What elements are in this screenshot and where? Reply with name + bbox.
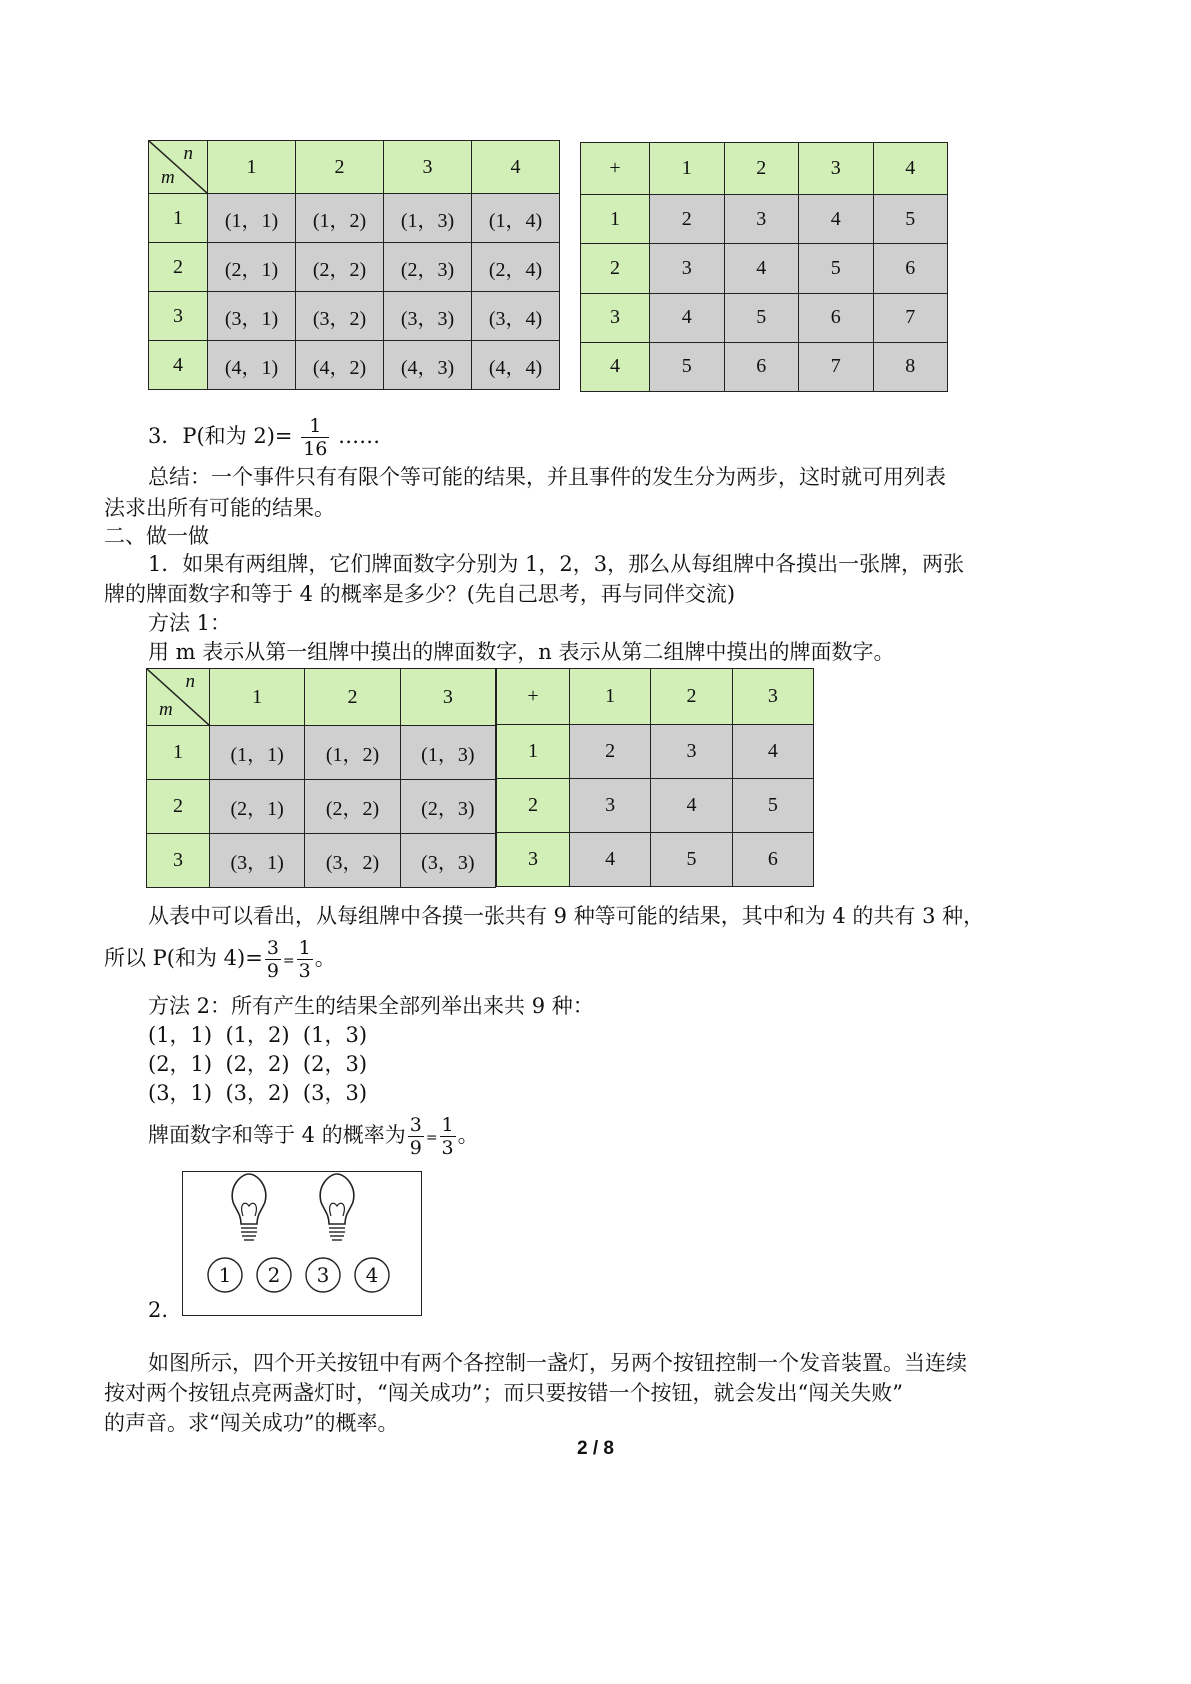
bulbs-illustration	[183, 1172, 421, 1315]
table-cell: 4	[732, 725, 813, 779]
fraction-1-3	[297, 937, 313, 982]
col-header: 2	[296, 141, 384, 194]
fraction-3-9	[265, 937, 281, 982]
obs-prefix: 所以 P(和为 4)=	[104, 946, 263, 970]
corner-m: m	[161, 167, 175, 188]
probability-line	[148, 1112, 479, 1161]
sums-table-3x3	[496, 668, 814, 887]
table-cell: 3	[651, 725, 732, 779]
fraction-denominator: 9	[266, 960, 279, 982]
col-header: 3	[799, 143, 874, 195]
table-cell: (2，3)	[384, 243, 472, 292]
corner-n: n	[183, 143, 193, 164]
plus-corner: +	[581, 143, 650, 195]
row-header: 1	[149, 194, 208, 243]
table-cell: 4	[650, 293, 725, 342]
table-cell: 7	[873, 293, 948, 342]
light-bulb-icon	[232, 1174, 266, 1240]
corner-cell	[147, 669, 210, 726]
method-2-line: 方法 2：所有产生的结果全部列举出来共 9 种：	[148, 994, 594, 1018]
switch-figure	[182, 1171, 422, 1316]
table-cell: (2，3)	[400, 780, 495, 834]
plus-corner: +	[497, 669, 570, 725]
fraction-1-3	[440, 1114, 456, 1159]
equals-sign: =	[282, 953, 295, 969]
table-cell: 5	[724, 293, 799, 342]
pairs-table-3x3	[146, 668, 496, 888]
row-header: 4	[581, 342, 650, 391]
table-cell: 5	[651, 833, 732, 887]
col-header: 4	[873, 143, 948, 195]
table-cell: 3	[650, 244, 725, 293]
table-cell: (1，2)	[305, 726, 400, 780]
table-cell: 5	[650, 342, 725, 391]
fraction-denominator: 3	[298, 960, 311, 982]
prob-prefix: 牌面数字和等于 4 的概率为	[148, 1123, 406, 1147]
table-cell: 3	[724, 195, 799, 244]
summary-line-2: 法求出所有可能的结果。	[104, 496, 335, 520]
table-cell: 2	[650, 195, 725, 244]
table-cell: (3，3)	[384, 292, 472, 341]
row-header: 4	[149, 341, 208, 390]
switch-button-4: 4	[365, 1263, 379, 1287]
table-cell: 7	[799, 342, 874, 391]
table-cell: (3，2)	[296, 292, 384, 341]
row-header: 3	[149, 292, 208, 341]
col-header: 1	[650, 143, 725, 195]
row-header: 1	[147, 726, 210, 780]
question-2-line-2: 按对两个按钮点亮两盏灯时，“闯关成功”；而只要按错一个按钮，就会发出“闯关失败”	[104, 1381, 903, 1405]
table-cell: (2，1)	[208, 243, 296, 292]
col-header: 2	[305, 669, 400, 726]
probability-sum-2-line	[148, 414, 380, 460]
table-cell: (3，1)	[210, 834, 305, 888]
table-cell: (1，1)	[210, 726, 305, 780]
table-cell: (2，2)	[305, 780, 400, 834]
table-cell: (2，4)	[472, 243, 560, 292]
fraction-3-9	[408, 1114, 424, 1159]
question-1-line-1: 1．如果有两组牌，它们牌面数字分别为 1，2，3，那么从每组牌中各摸出一张牌，两张	[148, 552, 965, 576]
question-2-label: 2.	[148, 1298, 169, 1322]
col-header: 4	[472, 141, 560, 194]
observation-line-2	[104, 934, 336, 985]
row-header: 3	[581, 293, 650, 342]
table-cell: (1，3)	[384, 194, 472, 243]
corner-m: m	[159, 699, 173, 720]
row-header: 3	[147, 834, 210, 888]
table-cell: (1，4)	[472, 194, 560, 243]
row-header: 1	[497, 725, 570, 779]
question-2-line-1: 如图所示，四个开关按钮中有两个各控制一盏灯，另两个按钮控制一个发音装置。当连续	[148, 1351, 967, 1375]
table-cell: 4	[799, 195, 874, 244]
table-cell: (3，3)	[400, 834, 495, 888]
col-header: 3	[384, 141, 472, 194]
col-header: 2	[651, 669, 732, 725]
fraction-denominator: 16	[303, 438, 328, 460]
table-cell: 4	[651, 779, 732, 833]
section-heading: 二、做一做	[104, 524, 209, 548]
table-cell: (1，3)	[400, 726, 495, 780]
fraction-numerator: 1	[441, 1114, 454, 1136]
fraction-numerator: 3	[266, 937, 279, 959]
list-row-2: (2，1) (2，2) (2，3)	[148, 1052, 368, 1076]
col-header: 1	[210, 669, 305, 726]
table-cell: 3	[570, 779, 651, 833]
fraction-numerator: 1	[301, 415, 329, 438]
row-header: 2	[149, 243, 208, 292]
table-cell: (4，1)	[208, 341, 296, 390]
table-cell: (1，1)	[208, 194, 296, 243]
corner-cell	[149, 141, 208, 194]
table-cell: (3，1)	[208, 292, 296, 341]
table-cell: 5	[873, 195, 948, 244]
table-cell: 6	[732, 833, 813, 887]
table-cell: 6	[724, 342, 799, 391]
p2-prefix: 3．P(和为 2)=	[148, 424, 293, 448]
col-header: 3	[400, 669, 495, 726]
table-cell: 4	[724, 244, 799, 293]
summary-line-1: 总结：一个事件只有有限个等可能的结果，并且事件的发生分为两步，这时就可用列表	[148, 465, 946, 489]
row-header: 2	[497, 779, 570, 833]
switch-button-2: 2	[267, 1263, 281, 1287]
table-cell: 2	[570, 725, 651, 779]
question-1-line-2: 牌的牌面数字和等于 4 的概率是多少？(先自己思考，再与同伴交流)	[104, 582, 736, 606]
table-cell: (2，2)	[296, 243, 384, 292]
table-cell: 5	[799, 244, 874, 293]
pairs-table-4x4	[148, 140, 560, 390]
list-row-1: (1，1) (1，2) (1，3)	[148, 1023, 368, 1047]
table-cell: (4，2)	[296, 341, 384, 390]
col-header: 2	[724, 143, 799, 195]
col-header: 1	[570, 669, 651, 725]
fraction-denominator: 3	[441, 1137, 454, 1159]
method-1-description: 用 m 表示从第一组牌中摸出的牌面数字，n 表示从第二组牌中摸出的牌面数字。	[148, 640, 895, 664]
table-cell: (3，2)	[305, 834, 400, 888]
col-header: 1	[208, 141, 296, 194]
switch-button-3: 3	[316, 1263, 330, 1287]
fraction-numerator: 3	[409, 1114, 422, 1136]
method-1-label: 方法 1：	[148, 611, 232, 635]
table-cell: (1，2)	[296, 194, 384, 243]
table-cell: (2，1)	[210, 780, 305, 834]
table-cell: 8	[873, 342, 948, 391]
fraction-1-16	[301, 415, 329, 460]
table-cell: 5	[732, 779, 813, 833]
fraction-numerator: 1	[298, 937, 311, 959]
row-header: 1	[581, 195, 650, 244]
table-cell: (4，4)	[472, 341, 560, 390]
row-header: 2	[581, 244, 650, 293]
table-cell: 4	[570, 833, 651, 887]
table-cell: 6	[799, 293, 874, 342]
obs-suffix: 。	[314, 946, 336, 970]
switch-button-1: 1	[218, 1263, 232, 1287]
row-header: 2	[147, 780, 210, 834]
table-cell: (3，4)	[472, 292, 560, 341]
row-header: 3	[497, 833, 570, 887]
fraction-denominator: 9	[409, 1137, 422, 1159]
light-bulb-icon	[320, 1174, 354, 1240]
p2-suffix: ……	[338, 424, 381, 448]
list-row-3: (3，1) (3，2) (3，3)	[148, 1081, 368, 1105]
page-number: 2 / 8	[577, 1438, 614, 1459]
table-cell: 6	[873, 244, 948, 293]
question-2-line-3: 的声音。求“闯关成功”的概率。	[104, 1411, 399, 1435]
corner-n: n	[185, 671, 195, 692]
observation-line-1: 从表中可以看出，从每组牌中各摸一张共有 9 种等可能的结果，其中和为 4 的共有 3 种，	[148, 904, 985, 928]
sums-table-4x4	[580, 142, 948, 392]
prob-suffix: 。	[457, 1123, 479, 1147]
equals-sign: =	[425, 1130, 438, 1146]
col-header: 3	[732, 669, 813, 725]
table-cell: (4，3)	[384, 341, 472, 390]
